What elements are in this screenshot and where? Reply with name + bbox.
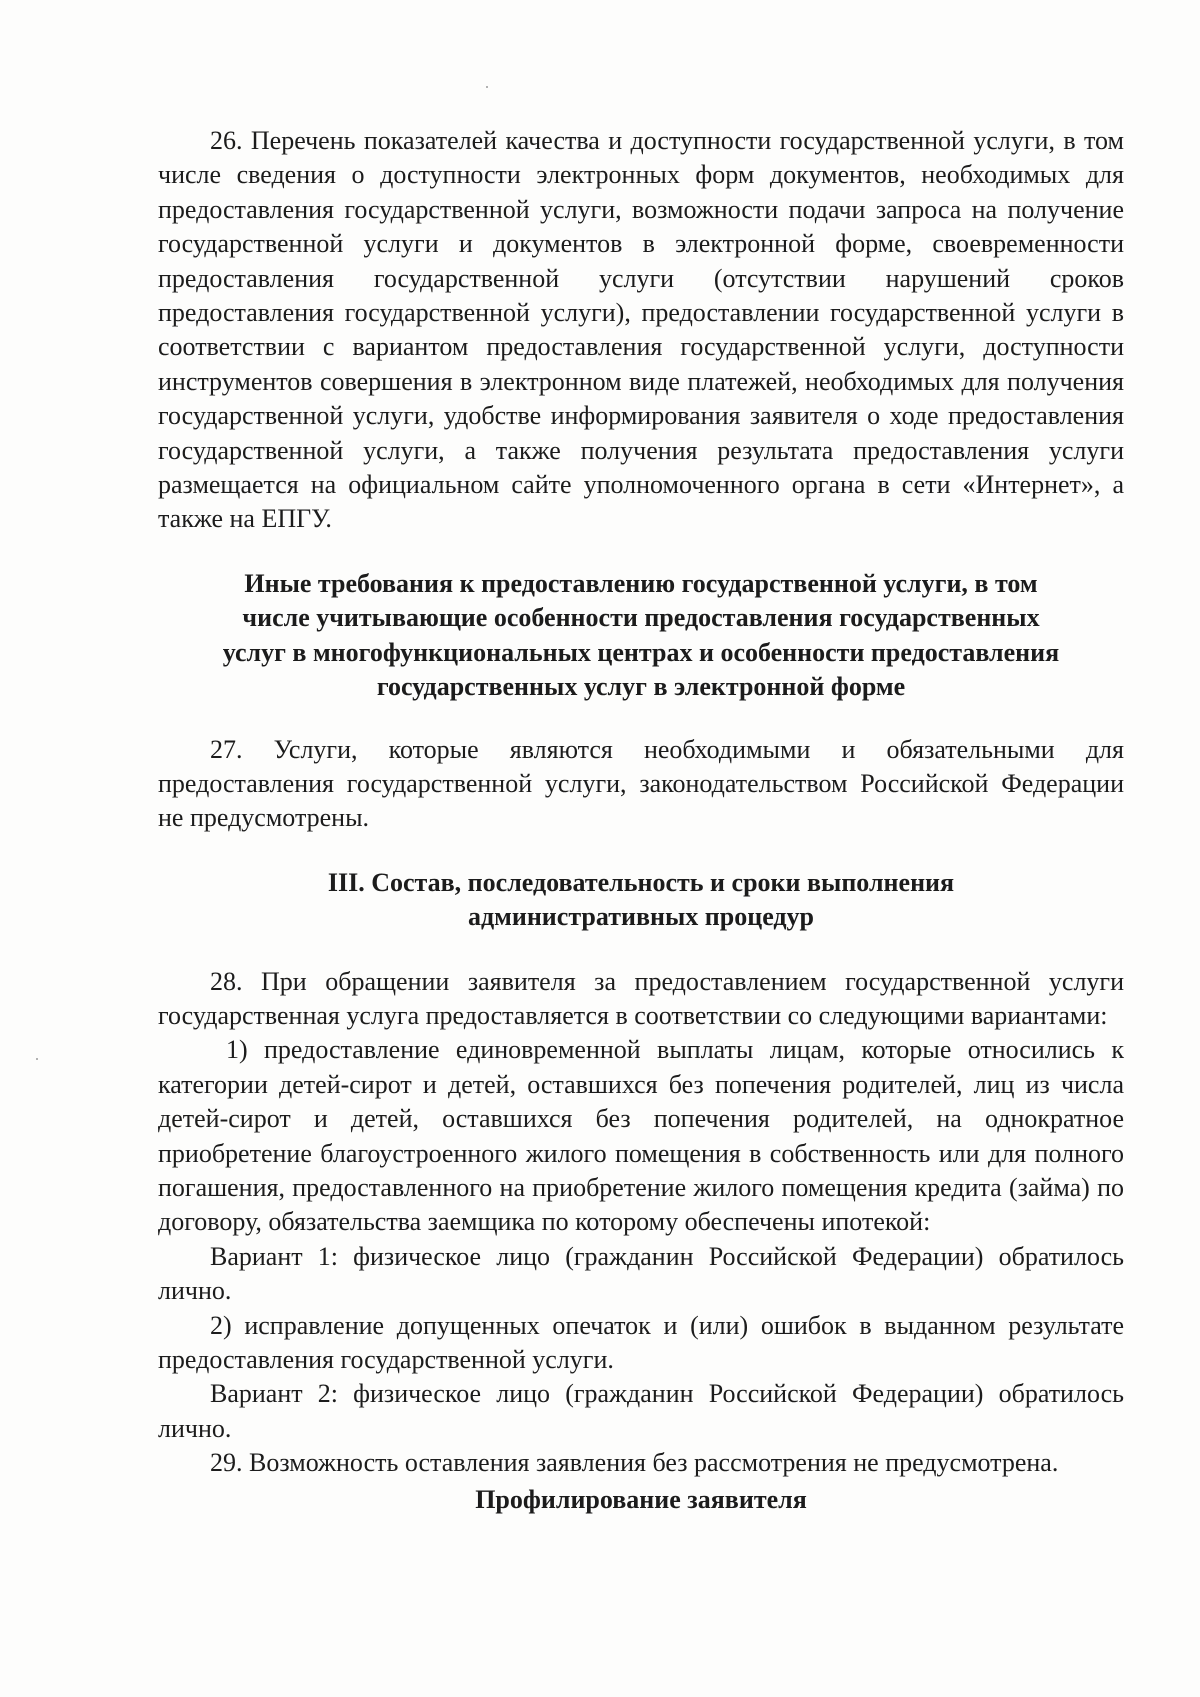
- heading-line: III. Состав, последовательность и сроки выполнения: [327, 867, 955, 897]
- list-item-1: 1) предоставление единовременной выплаты лицам, которые относились к категории детей-сирот и детей, оставшихся без попечения родителей, лиц из числа детей-сирот и детей, оставшихся без попечения родителей, на однократное приобретение благоустроенного жилого помещения в собственность или для полного погашения, предоставленного на приобретение жилого помещения кредита (займа) по договору, обязательства заемщика по которому обеспечены ипотекой:: [158, 1035, 1124, 1237]
- heading-applicant-profiling: Профилирование заявителя: [475, 1484, 807, 1514]
- scan-speck: [486, 86, 488, 88]
- document-body: [158, 124, 1124, 1517]
- section-3-heading: [158, 866, 1124, 935]
- paragraph-27: 27. Услуги, которые являются необходимыми и обязательными для предоставления государственной услуги, законодательством Российской Федерации не предусмотрены.: [158, 734, 1124, 833]
- paragraph-26: 26. Перечень показателей качества и доступности государственной услуги, в том числе сведения о доступности электронных форм документов, необходимых для предоставления государственной услуги, возможности подачи запроса на получение государственной услуги и документов в электронной форме, своевременности предоставления государственной услуги (отсутствии нарушений сроков предоставления государственной услуги), предоставлении государственной услуги в соответствии с вариантом предоставления государственной услуги, доступности инструментов совершения в электронном виде платежей, необходимых для получения государственной услуги, удобстве информирования заявителя о ходе предоставления государственной услуги, а также получения результата предоставления услуги размещается на официальном сайте уполномоченного органа в сети «Интернет», а также на ЕПГУ.: [158, 126, 1124, 534]
- variant-2: Вариант 2: физическое лицо (гражданин Российской Федерации) обратилось лично.: [158, 1379, 1124, 1443]
- variant-1: Вариант 1: физическое лицо (гражданин Российской Федерации) обратилось лично.: [158, 1241, 1124, 1306]
- heading-line: государственных услуг в электронной форме: [376, 672, 906, 702]
- scan-speck: [36, 1058, 38, 1060]
- heading-line: услуг в многофункциональных центрах и особенности предоставления: [222, 637, 1060, 667]
- heading-line: административных процедур: [467, 902, 815, 932]
- heading-line: числе учитывающие особенности предоставления государственных: [242, 603, 1040, 633]
- heading-line: Иные требования к предоставлению государственной услуги, в том: [244, 568, 1038, 598]
- paragraph-28: 28. При обращении заявителя за предоставлением государственной услуги государственная услуга предоставляется в соответствии со следующими вариантами:: [158, 966, 1124, 1030]
- heading-other-requirements: [158, 567, 1124, 705]
- list-item-2: 2) исправление допущенных опечаток и (или) ошибок в выданном результате предоставления государственной услуги.: [158, 1310, 1124, 1374]
- paragraph-29: 29. Возможность оставления заявления без рассмотрения не предусмотрена.: [210, 1448, 1059, 1478]
